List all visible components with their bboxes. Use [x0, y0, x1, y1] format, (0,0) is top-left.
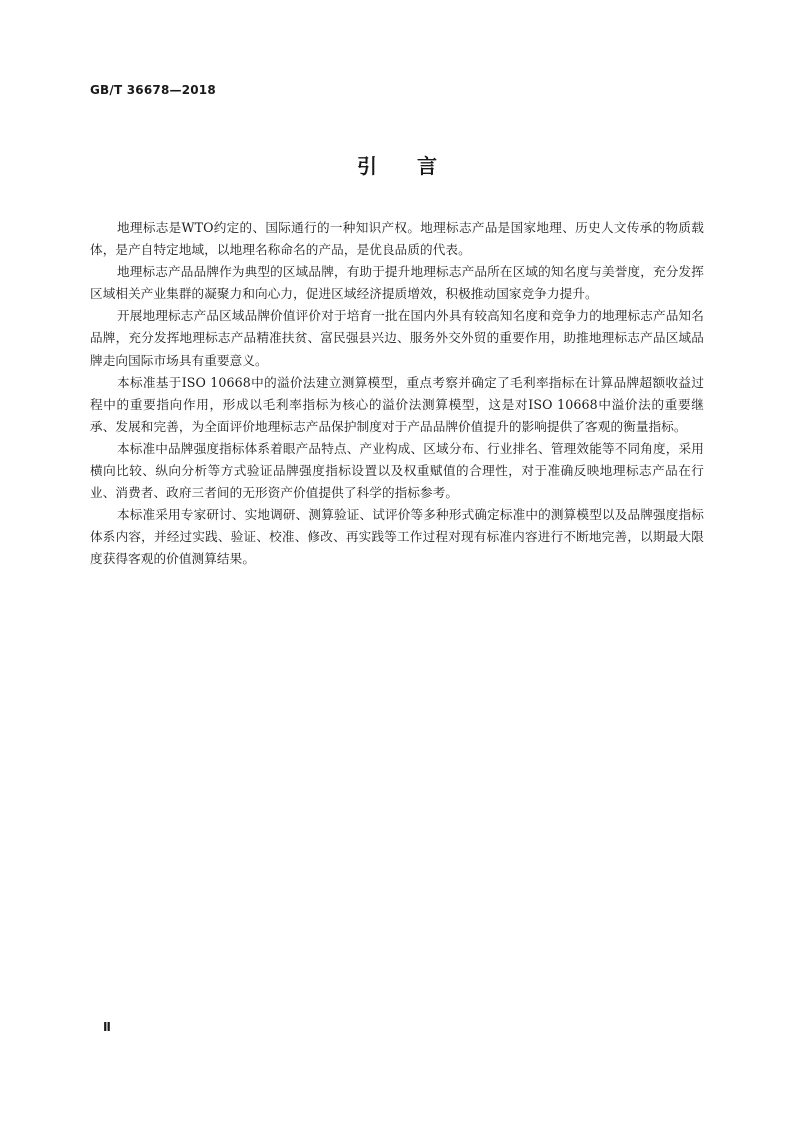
paragraph: 地理标志是WTO约定的、国际通行的一种知识产权。地理标志产品是国家地理、历史人文传承的物质载体，是产自特定地域，以地理名称命名的产品，是优良品质的代表。 — [90, 220, 704, 258]
paragraph: 本标准基于ISO 10668中的溢价法建立测算模型，重点考察并确定了毛利率指标在计算品牌超额收益过程中的重要指向作用，形成以毛利率指标为核心的溢价法测算模型，这是对ISO 10668中溢价法的重要继承、发展和完善，为全面评价地理标志产品保护制度对于产品品牌价值提升的影响提供了客观的衡量指标。 — [90, 374, 704, 434]
body-text — [90, 217, 704, 571]
paragraph: 开展地理标志产品区域品牌价值评价对于培育一批在国内外具有较高知名度和竞争力的地理标志产品知名品牌，充分发挥地理标志产品精准扶贫、富民强县兴边、服务外交外贸的重要作用，助推地理标志产品区域品牌走向国际市场具有重要意义。 — [90, 308, 704, 368]
page-number: Ⅱ — [103, 1020, 111, 1034]
section-title: 引言 — [357, 154, 477, 178]
paragraph: 地理标志产品品牌作为典型的区域品牌，有助于提升地理标志产品所在区域的知名度与美誉度，充分发挥区域相关产业集群的凝聚力和向心力，促进区域经济提质增效，积极推动国家竞争力提升。 — [90, 264, 704, 302]
paragraph: 本标准中品牌强度指标体系着眼产品特点、产业构成、区域分布、行业排名、管理效能等不同角度，采用横向比较、纵向分析等方式验证品牌强度指标设置以及权重赋值的合理性，对于准确反映地理标志产品在行业、消费者、政府三者间的无形资产价值提供了科学的指标参考。 — [90, 440, 704, 501]
paragraph: 本标准采用专家研讨、实地调研、测算验证、试评价等多种形式确定标准中的测算模型以及品牌强度指标体系内容，并经过实践、验证、校准、修改、再实践等工作过程对现有标准内容进行不断地完善，以期最大限度获得客观的价值测算结果。 — [90, 507, 704, 567]
standard-code: GB/T 36678—2018 — [90, 83, 216, 97]
